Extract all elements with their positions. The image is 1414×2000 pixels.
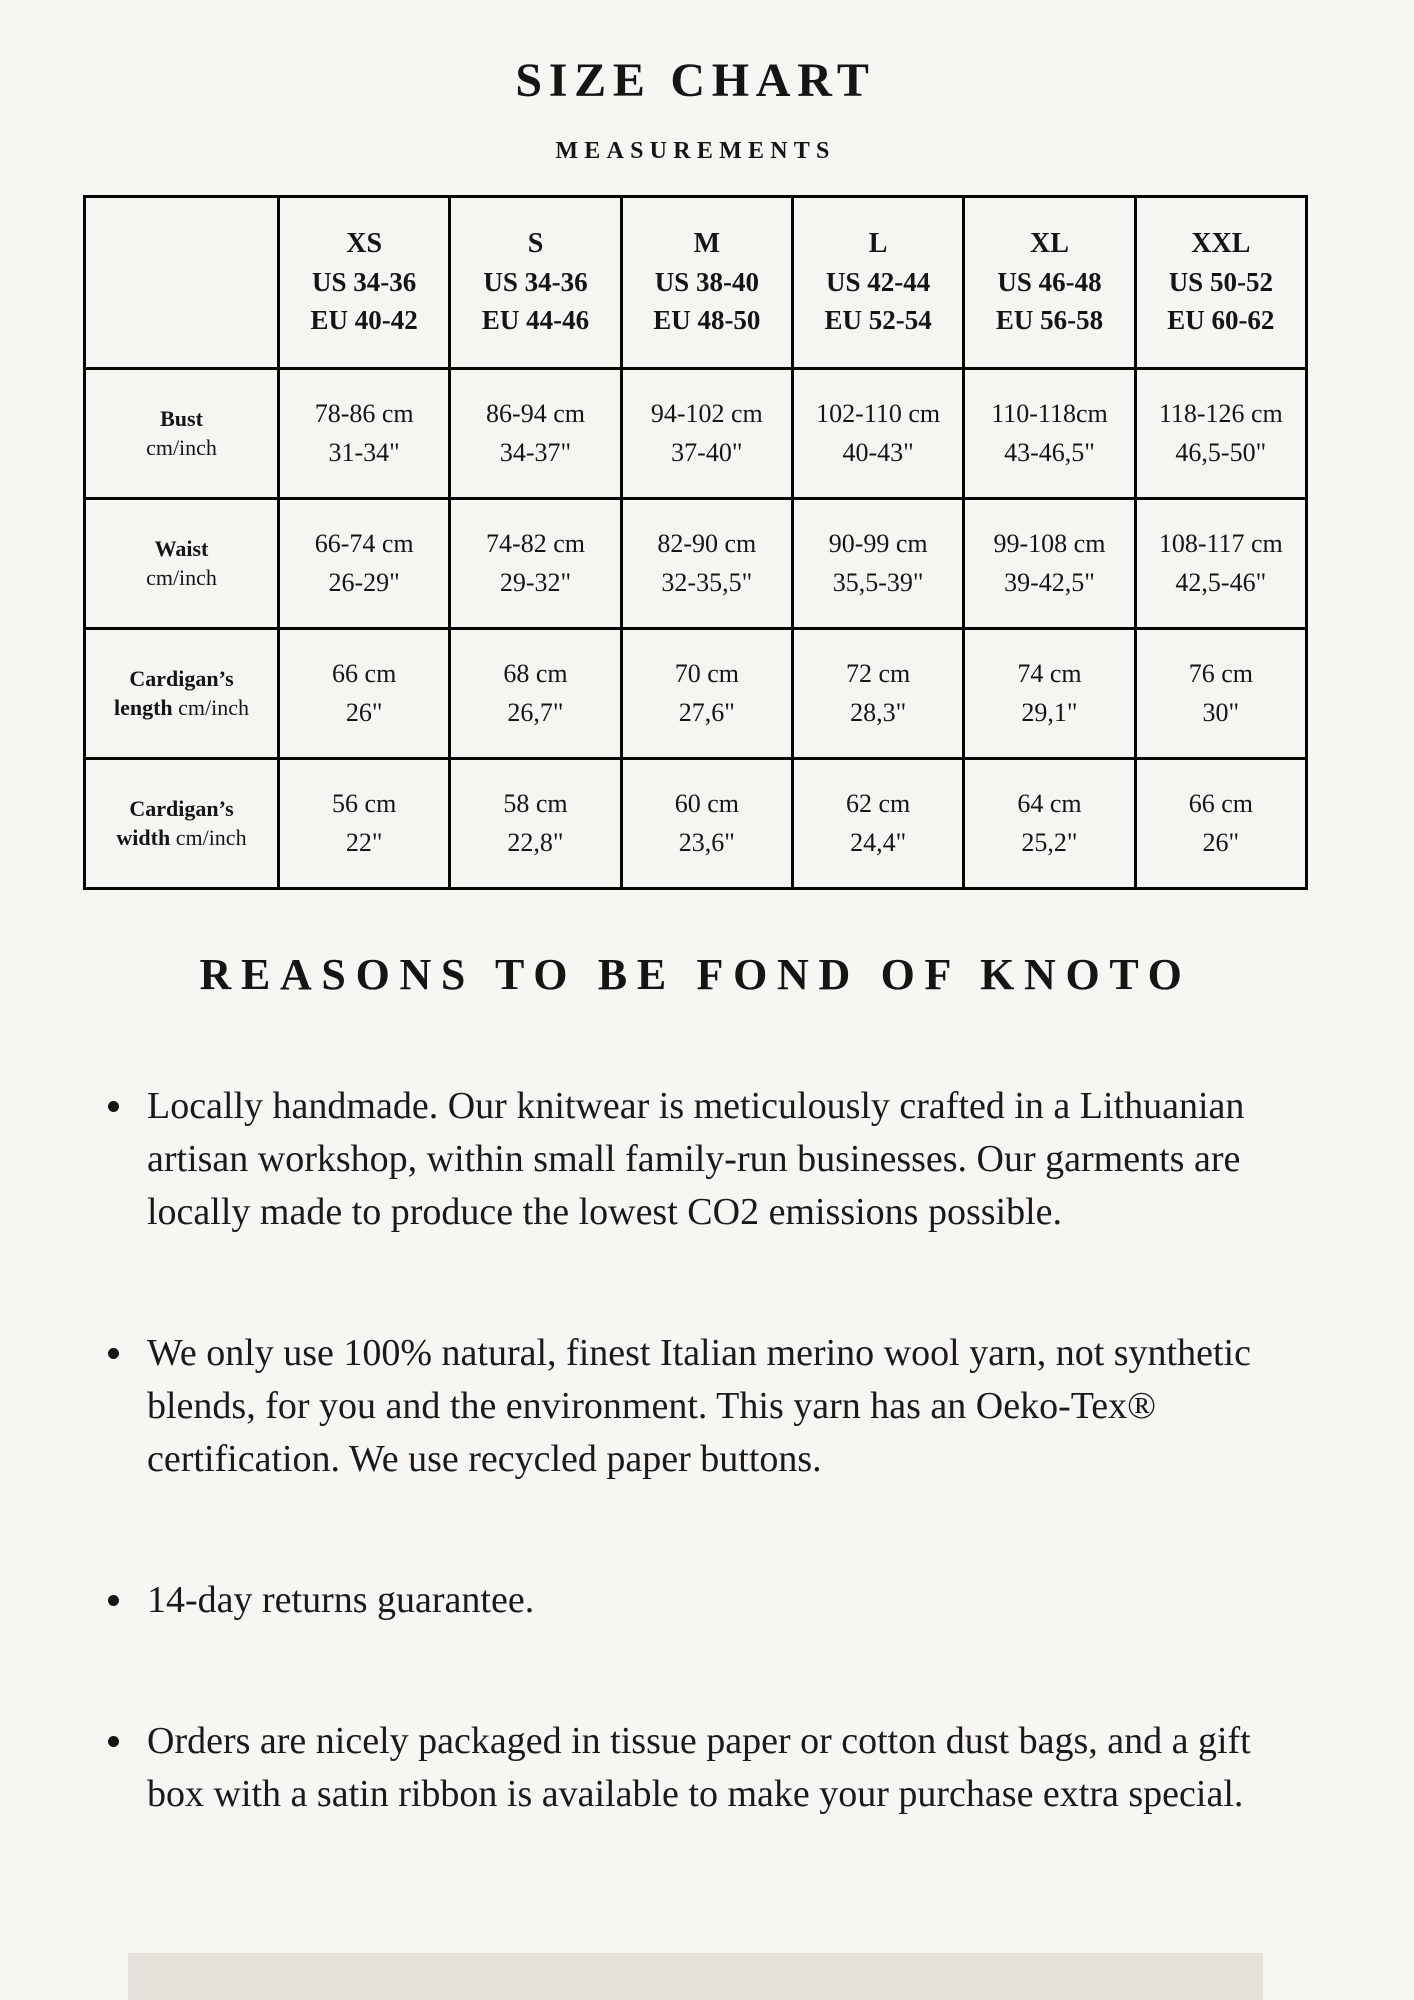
inch-value: 43-46,5" <box>1004 438 1095 468</box>
page-subtitle: MEASUREMENTS <box>555 138 836 165</box>
cm-value: 66 cm <box>332 659 397 689</box>
cm-value: 76 cm <box>1188 659 1253 689</box>
row-label-unit <box>86 823 277 852</box>
inch-value: 22" <box>345 828 383 858</box>
size-label: XS <box>346 228 383 260</box>
cm-value: 60 cm <box>674 789 739 819</box>
size-cell <box>1135 628 1306 758</box>
size-cell <box>621 498 792 628</box>
inch-value: 32-35,5" <box>661 568 753 598</box>
row-label-unit-bold: length <box>113 695 173 721</box>
inch-value: 26" <box>345 698 383 728</box>
cm-value: 74 cm <box>1017 659 1082 689</box>
size-cell <box>621 758 792 888</box>
inch-value: 26" <box>1202 828 1240 858</box>
us-size-range: US 42-44 <box>826 267 931 298</box>
cm-value: 74-82 cm <box>486 529 585 559</box>
inch-value: 29-32" <box>499 568 572 598</box>
page-title: SIZE CHART <box>515 54 876 107</box>
row-label-unit-rest: cm/inch <box>146 565 217 591</box>
row-label-cardigan-width <box>85 758 279 888</box>
inch-value: 42,5-46" <box>1175 568 1267 598</box>
bullet-icon <box>108 1595 119 1606</box>
size-cell <box>279 758 450 888</box>
size-column-header-l <box>792 196 963 368</box>
table-row-waist <box>85 498 1307 628</box>
size-column-header-xs <box>279 196 450 368</box>
reason-text: 14-day returns guarantee. <box>147 1579 535 1622</box>
size-cell <box>964 368 1135 498</box>
cm-value: 72 cm <box>846 659 911 689</box>
cm-value: 66-74 cm <box>314 529 414 559</box>
reasons-list <box>83 1080 1308 1821</box>
size-label: S <box>527 228 544 260</box>
inch-value: 34-37" <box>499 438 572 468</box>
row-label-title: Bust <box>160 406 203 432</box>
row-label-unit-rest: cm/inch <box>170 825 247 851</box>
size-cell <box>792 758 963 888</box>
inch-value: 35,5-39" <box>832 568 924 598</box>
cm-value: 86-94 cm <box>486 399 585 429</box>
size-cell <box>792 498 963 628</box>
eu-size-range: EU 44-46 <box>481 305 590 336</box>
eu-size-range: EU 56-58 <box>995 305 1104 336</box>
cm-value: 108-117 cm <box>1158 529 1283 559</box>
inch-value: 40-43" <box>842 438 914 468</box>
eu-size-range: EU 48-50 <box>653 305 761 336</box>
size-column-header-xl <box>964 196 1135 368</box>
size-label: L <box>868 228 888 260</box>
row-label-waist <box>85 498 279 628</box>
bullet-icon <box>108 1101 119 1112</box>
inch-value: 25,2" <box>1021 828 1078 858</box>
size-column-header-m <box>621 196 792 368</box>
inch-value: 30" <box>1202 698 1240 728</box>
row-label-unit-rest: cm/inch <box>146 435 217 461</box>
row-label-unit <box>86 433 277 462</box>
size-label: XXL <box>1191 228 1251 260</box>
cm-value: 99-108 cm <box>993 529 1106 559</box>
us-size-range: US 34-36 <box>312 267 417 298</box>
inch-value: 26,7" <box>507 698 564 728</box>
eu-size-range: EU 52-54 <box>824 305 932 336</box>
cm-value: 68 cm <box>503 659 568 689</box>
row-label-unit-rest: cm/inch <box>172 695 250 721</box>
cm-value: 94-102 cm <box>650 399 763 429</box>
row-label-title: Cardigan’s <box>129 666 234 692</box>
inch-value: 22,8" <box>507 828 564 858</box>
size-cell <box>450 628 621 758</box>
cm-value: 102-110 cm <box>816 399 941 429</box>
cm-value: 90-99 cm <box>828 529 928 559</box>
inch-value: 24,4" <box>850 828 907 858</box>
cm-value: 58 cm <box>503 789 568 819</box>
bullet-icon <box>108 1348 119 1359</box>
inch-value: 37-40" <box>671 438 743 468</box>
size-cell <box>792 628 963 758</box>
eu-size-range: EU 40-42 <box>310 305 418 336</box>
table-row-bust <box>85 368 1307 498</box>
content-column <box>83 56 1308 1821</box>
inch-value: 28,3" <box>850 698 907 728</box>
size-cell <box>450 498 621 628</box>
table-row-cardigan-width <box>85 758 1307 888</box>
inch-value: 31-34" <box>328 438 400 468</box>
cm-value: 118-126 cm <box>1158 399 1283 429</box>
size-cell <box>1135 758 1306 888</box>
size-label: XL <box>1030 228 1069 260</box>
us-size-range: US 50-52 <box>1168 267 1273 298</box>
size-cell <box>964 498 1135 628</box>
reason-text: Orders are nicely packaged in tissue paper or cotton dust bags, and a gift box with a satin ribbon is available to make your purchase extra special. <box>147 1720 1251 1816</box>
size-cell <box>279 498 450 628</box>
size-cell <box>964 758 1135 888</box>
cm-value: 78-86 cm <box>314 399 414 429</box>
inch-value: 26-29" <box>328 568 400 598</box>
size-cell <box>792 368 963 498</box>
us-size-range: US 38-40 <box>654 267 759 298</box>
size-label: M <box>693 228 721 260</box>
table-corner-cell <box>85 196 279 368</box>
bottom-panel <box>128 1953 1263 2000</box>
cm-value: 110-118cm <box>991 399 1108 429</box>
row-label-title: Waist <box>154 536 209 562</box>
inch-value: 39-42,5" <box>1004 568 1095 598</box>
inch-value: 23,6" <box>678 828 735 858</box>
inch-value: 29,1" <box>1021 698 1078 728</box>
cm-value: 64 cm <box>1017 789 1082 819</box>
cm-value: 70 cm <box>674 659 739 689</box>
us-size-range: US 46-48 <box>997 267 1102 298</box>
row-label-cardigan-length <box>85 628 279 758</box>
list-item <box>108 1327 1308 1486</box>
size-cell <box>1135 498 1306 628</box>
size-column-header-s <box>450 196 621 368</box>
size-cell <box>279 628 450 758</box>
size-cell <box>1135 368 1306 498</box>
table-header-row <box>85 196 1307 368</box>
reason-text: Locally handmade. Our knitwear is meticulously crafted in a Lithuanian artisan workshop, within small family-run businesses. Our garments are locally made to produce the lowest CO2 emissions possible. <box>147 1085 1245 1234</box>
cm-value: 66 cm <box>1188 789 1253 819</box>
size-cell <box>621 628 792 758</box>
table-row-cardigan-length <box>85 628 1307 758</box>
cm-value: 82-90 cm <box>657 529 757 559</box>
size-cell <box>450 758 621 888</box>
inch-value: 46,5-50" <box>1175 438 1267 468</box>
row-label-unit <box>86 693 277 722</box>
cm-value: 56 cm <box>332 789 397 819</box>
bullet-icon <box>108 1736 119 1747</box>
row-label-unit <box>86 563 277 592</box>
inch-value: 27,6" <box>678 698 735 728</box>
eu-size-range: EU 60-62 <box>1167 305 1275 336</box>
row-label-title: Cardigan’s <box>129 796 234 822</box>
size-column-header-xxl <box>1135 196 1306 368</box>
list-item <box>108 1574 1308 1627</box>
us-size-range: US 34-36 <box>483 267 588 298</box>
size-table <box>83 195 1308 890</box>
list-item <box>108 1715 1308 1821</box>
size-cell <box>621 368 792 498</box>
cm-value: 62 cm <box>846 789 911 819</box>
size-cell <box>450 368 621 498</box>
list-item <box>108 1080 1308 1239</box>
row-label-unit-bold: width <box>116 825 171 851</box>
reason-text: We only use 100% natural, finest Italian merino wool yarn, not synthetic blends, for you and the environment. This yarn has an Oeko-Tex® certification. We use recycled paper buttons. <box>147 1332 1251 1481</box>
size-cell <box>279 368 450 498</box>
size-cell <box>964 628 1135 758</box>
section-heading: REASONS TO BE FOND OF KNOTO <box>199 949 1192 999</box>
row-label-bust <box>85 368 279 498</box>
